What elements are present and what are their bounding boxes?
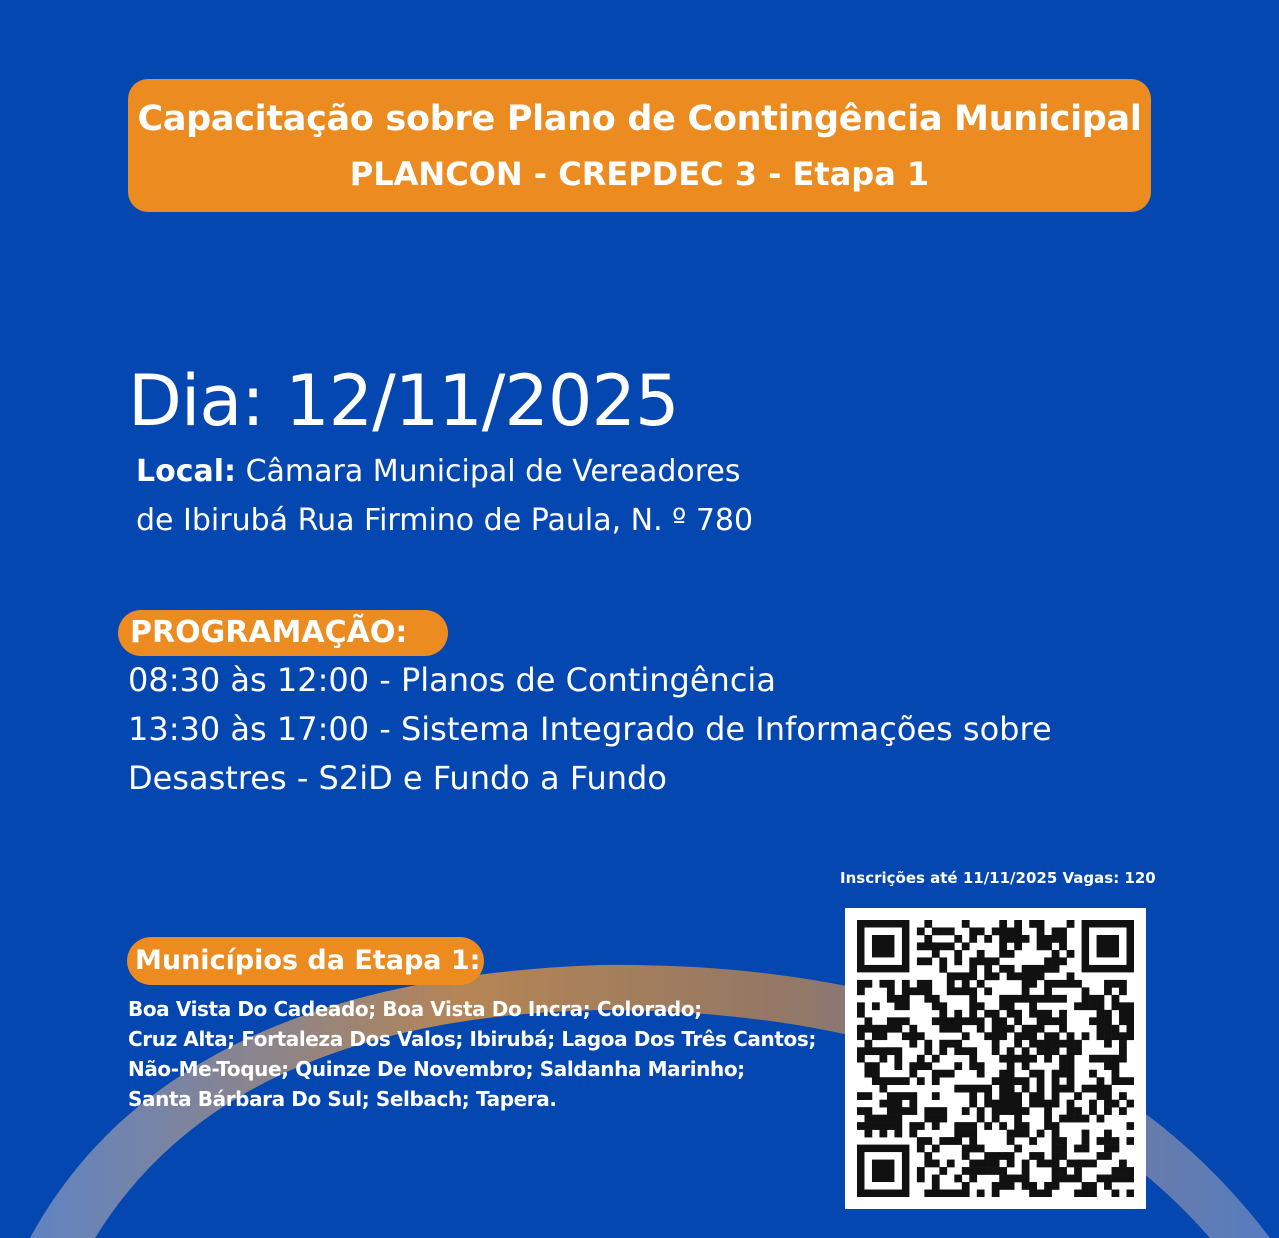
schedule-item: 13:30 às 17:00 - Sistema Integrado de Informações sobre <box>128 710 1052 748</box>
title-banner <box>128 79 1151 212</box>
list-item: Não-Me-Toque; Quinze De Novembro; Saldanha Marinho; <box>128 1057 745 1081</box>
programacao-badge <box>118 610 448 656</box>
location-line-2: de Ibirubá Rua Firmino de Paula, N. º 780 <box>136 503 754 538</box>
qr-code-icon <box>857 920 1134 1197</box>
list-item: Santa Bárbara Do Sul; Selbach; Tapera. <box>128 1087 557 1111</box>
location-line-1: Câmara Municipal de Vereadores <box>245 454 741 489</box>
registration-info: Inscrições até 11/11/2025 Vagas: 120 <box>840 869 1156 887</box>
municipios-label: Municípios da Etapa 1: <box>135 945 481 976</box>
schedule-list <box>128 656 1168 803</box>
event-date: Dia: 12/11/2025 <box>128 360 679 442</box>
event-location <box>136 447 896 545</box>
list-item: Cruz Alta; Fortaleza Dos Valos; Ibirubá; Lagoa Dos Três Cantos; <box>128 1027 816 1051</box>
programacao-label: PROGRAMAÇÃO: <box>130 615 408 650</box>
qr-code[interactable] <box>845 908 1146 1209</box>
municipios-list <box>128 994 848 1114</box>
schedule-item: Desastres - S2iD e Fundo a Fundo <box>128 759 667 797</box>
location-label: Local: <box>136 454 237 489</box>
schedule-item: 08:30 às 12:00 - Planos de Contingência <box>128 661 776 699</box>
title-line-1: Capacitação sobre Plano de Contingência Municipal <box>137 99 1142 139</box>
list-item: Boa Vista Do Cadeado; Boa Vista Do Incra; Colorado; <box>128 997 702 1021</box>
title-line-2: PLANCON - CREPDEC 3 - Etapa 1 <box>349 155 930 193</box>
municipios-badge <box>127 937 484 985</box>
